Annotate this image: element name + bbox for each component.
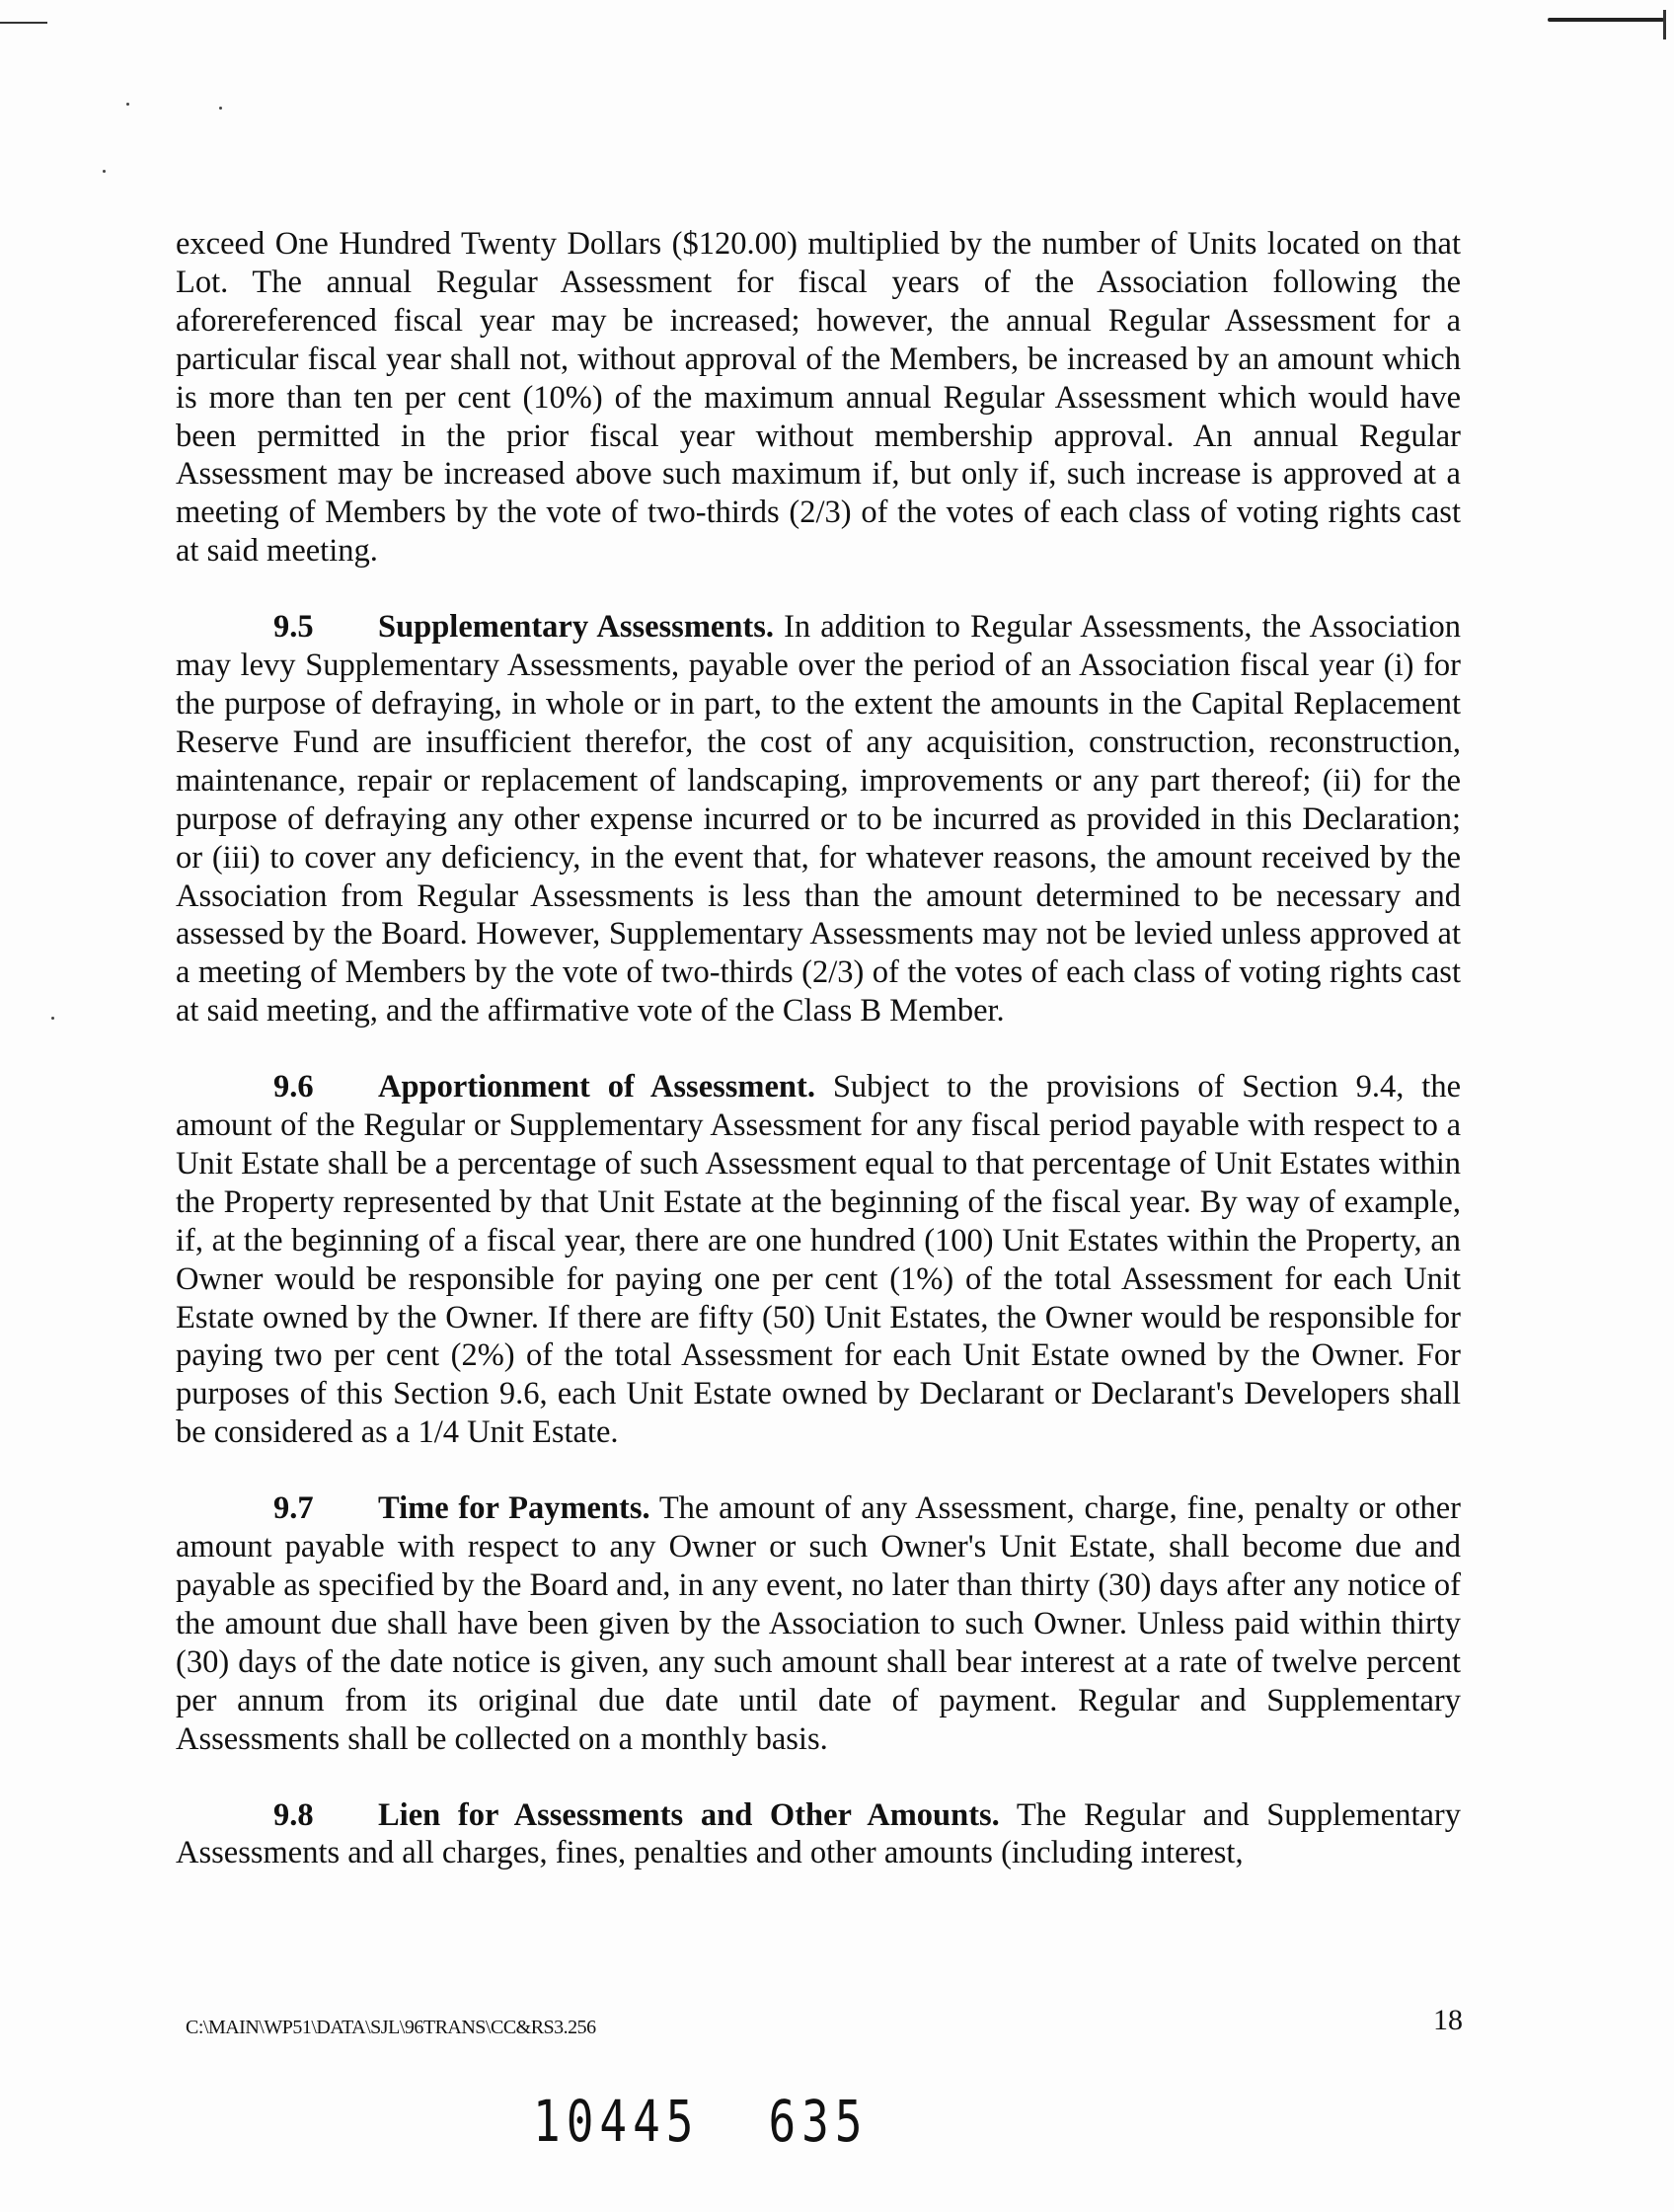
section-title: Supplementary Assessments. bbox=[378, 609, 774, 646]
section-9-6 bbox=[176, 1068, 1461, 1452]
recording-stamp bbox=[533, 2088, 869, 2155]
document-body bbox=[176, 225, 1461, 1910]
scan-speck bbox=[51, 1017, 54, 1020]
section-text: The amount of any Assessment, charge, fine, penalty or other amount payable with respect to any Owner or such Owner's Unit Estate, shall become due and payable as specified by the Board and, in any event, no later than thirty (30) days after any notice of the amount due shall have been given by the Association to such Owner. Unless paid within thirty (30) days of the date notice is given, any such amount shall bear interest at a rate of twelve percent per annum from its original due date until date of payment. Regular and Supplementary Assessments shall be collected on a monthly basis. bbox=[176, 1490, 1461, 1757]
section-text: Subject to the provisions of Section 9.4, the amount of the Regular or Supplementary Assessment for any fiscal period payable with respect to a Unit Estate shall be a percentage of such Assessment equal to that percentage of Unit Estates within the Property represented by that Unit Estate at the beginning of the fiscal year. By way of example, if, at the beginning of a fiscal year, there are one hundred (100) Unit Estates within the Property, an Owner would be responsible for paying one per cent (1%) of the total Assessment for each Unit Estate owned by the Owner. If there are fifty (50) Unit Estates, the Owner would be responsible for paying two per cent (2%) of the total Assessment for each Unit Estate owned by the Owner. For purposes of this Section 9.6, each Unit Estate owned by Declarant or Declarant's Developers shall be considered as a 1/4 Unit Estate. bbox=[176, 1069, 1462, 1451]
section-title: Time for Payments. bbox=[378, 1490, 650, 1527]
scan-speck bbox=[219, 107, 222, 110]
section-9-5 bbox=[176, 608, 1461, 1030]
scan-edge-mark bbox=[0, 22, 47, 24]
section-number: 9.5 bbox=[273, 609, 314, 646]
section-number: 9.7 bbox=[273, 1490, 314, 1527]
section-9-8 bbox=[176, 1796, 1461, 1873]
section-number: 9.6 bbox=[273, 1069, 314, 1106]
page-number: 18 bbox=[1433, 2004, 1463, 2036]
section-text: The Regular and Supplementary Assessments and all charges, fines, penalties and other amounts (including interest, bbox=[176, 1796, 1461, 1871]
section-text: In addition to Regular Assessments, the Association may levy Supplementary Assessments, payable over the period of an Association fiscal year (i) for the purpose of defraying, in whole or in part, to the extent the amounts in the Capital Replacement Reserve Fund are insufficient therefor, the cost of any acquisition, construction, reconstruction, maintenance, repair or replacement of landscaping, improvements or any part thereof; (ii) for the purpose of defraying any other expense incurred or to be incurred as provided in this Declaration; or (iii) to cover any deficiency, in the event that, for whatever reasons, the amount received by the Association from Regular Assessments is less than the amount determined to be necessary and assessed by the Board. However, Supplementary Assessments may not be levied unless approved at a meeting of Members by the vote of two-thirds (2/3) of the votes of each class of voting rights cast at said meeting, and the affirmative vote of the Class B Member. bbox=[176, 609, 1461, 1030]
scan-speck bbox=[103, 170, 106, 173]
section-title: Lien for Assessments and Other Amounts. bbox=[378, 1796, 1000, 1833]
scan-edge-mark bbox=[1663, 10, 1666, 39]
section-title: Apportionment of Assessment. bbox=[378, 1069, 815, 1106]
scan-speck bbox=[126, 103, 129, 106]
scan-edge-mark bbox=[1548, 18, 1664, 22]
stamp-book-number: 10445 bbox=[533, 2088, 700, 2155]
section-9-7 bbox=[176, 1489, 1461, 1758]
section-number: 9.8 bbox=[273, 1796, 314, 1833]
footer-file-path: C:\MAIN\WP51\DATA\SJL\96TRANS\CC&RS3.256 bbox=[186, 2017, 596, 2038]
stamp-page-number: 635 bbox=[768, 2088, 869, 2155]
opening-paragraph: exceed One Hundred Twenty Dollars ($120.00) multiplied by the number of Units located on that Lot. The annual Regular Assessment for fiscal years of the Association following the aforereferenced fiscal year may be increased; however, the annual Regular Assessment for a particular fiscal year shall not, without approval of the Members, be increased by an amount which is more than ten per cent (10%) of the maximum annual Regular Assessment which would have been permitted in the prior fiscal year without membership approval. An annual Regular Assessment may be increased above such maximum if, but only if, such increase is approved at a meeting of Members by the vote of two-thirds (2/3) of the votes of each class of voting rights cast at said meeting. bbox=[176, 226, 1461, 570]
